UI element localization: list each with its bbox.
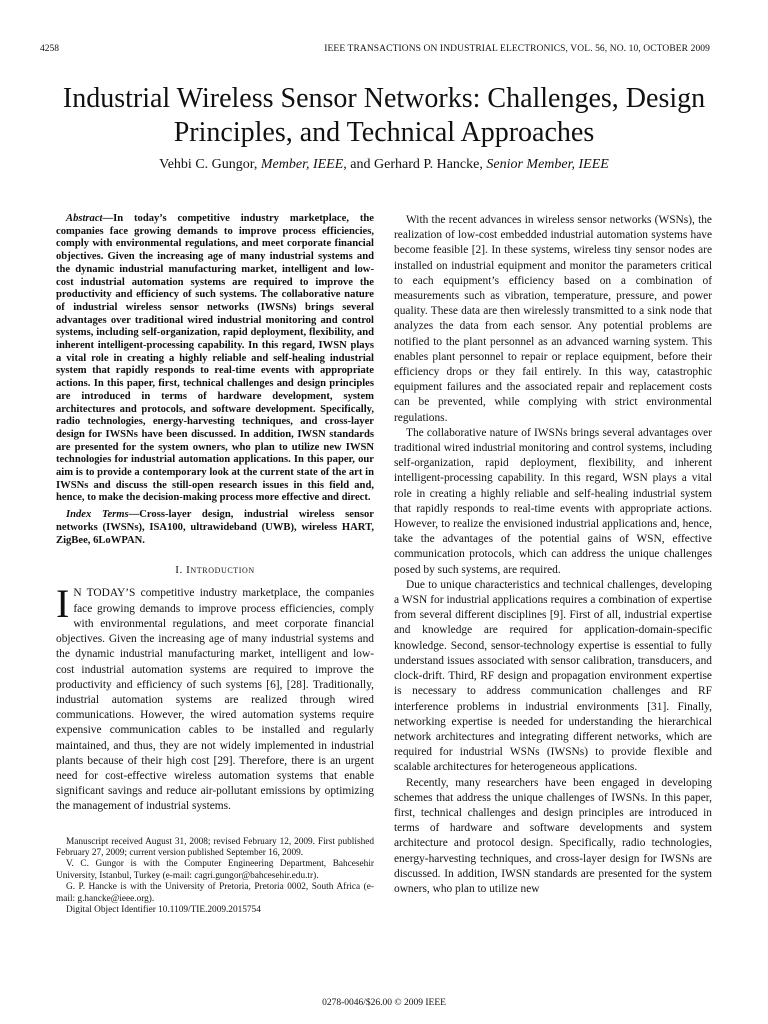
- index-terms: [56, 509, 374, 547]
- intro-paragraph: [56, 581, 374, 814]
- author-line: [40, 157, 728, 173]
- author-1-role: Member, IEEE: [260, 157, 344, 172]
- author-joiner: , and Gerhard P. Hancke,: [343, 157, 487, 172]
- index-terms-text: —Cross-layer design, industrial wireless sensor networks (IWSNs), ISA100, ultrawideband (UWB), wireless HART, ZigBee, 6LoWPAN.: [56, 509, 374, 546]
- paper-title: Industrial Wireless Sensor Networks: Challenges, Design Principles, and Technical Approaches: [62, 83, 706, 148]
- footnote-author-2: G. P. Hancke is with the University of Pretoria, Pretoria 0002, South Africa (e-mail: g.hancke@ieee.org).: [56, 882, 374, 904]
- abstract-text: —In today’s competitive industry marketplace, the companies face growing demands to improve process efficiencies, comply with environmental regulations, and meet corporate financial objectives. Given the increasing age of many industrial systems and the dynamic industrial manufacturing market, intelligent and low-cost industrial automation systems are required to improve the productivity and efficiency of such systems. The collaborative nature of industrial wireless sensor networks (IWSNs) brings several advantages over traditional wired industrial monitoring and control systems, including self-organization, rapid deployment, flexibility, and inherent intelligent-processing capability. In this regard, IWSN plays a vital role in creating a highly reliable and self-healing industrial system that rapidly responds to real-time events with appropriate actions. In this paper, first, technical challenges and design principles are introduced in terms of hardware development, system architectures and protocols, and software development. Specifically, radio technologies, energy-harvesting techniques, and cross-layer design for IWSNs have been discussed. In addition, IWSN standards are presented for the system owners, who plan to utilize new IWSN technologies for industrial automation applications. In this paper, our aim is to provide a contemporary look at the current state of the art in IWSNs and discuss the still-open research issues in this field and, hence, to make the decision-making process more effective and direct.: [56, 213, 374, 504]
- body-paragraph: Recently, many researchers have been engaged in developing schemes that address the unique challenges of IWSNs. In this paper, first, technical challenges and design principles are introduced in terms of hardware and software developments and system architecture and protocol design. Specifically, radio technologies, energy-harvesting techniques, and cross-layer design for IWSNs are discussed. In addition, IWSN standards are presented for the system owners, who plan to utilize new: [394, 776, 712, 895]
- author-1: Vehbi C. Gungor,: [159, 157, 261, 172]
- footnote-manuscript: Manuscript received August 31, 2008; revised February 12, 2009. First published February 27, 2009; current version published September 16, 2009.: [56, 836, 374, 858]
- section-heading-introduction: I. Introduction: [175, 564, 255, 577]
- footnote-author-1: V. C. Gungor is with the Computer Engineering Department, Bahcesehir University, Istanbul, Turkey (e-mail: cagri.gungor@bahcesehir.edu.tr).: [56, 859, 374, 881]
- body-paragraph: The collaborative nature of IWSNs brings several advantages over traditional wired industrial monitoring and control systems, including self-organization, rapid deployment, flexibility, and inherent intelligent-processing capability. In this regard, WSN plays a vital role in creating a highly reliable and self-healing industrial system that rapidly responds to real-time events with appropriate actions. However, to realize the envisioned industrial applications and, hence, take the advantages of the potential gains of WSN, effective communication protocols, which can address the unique challenges posed by such systems, are required.: [394, 426, 712, 576]
- intro-text: N TODAY’S competitive industry marketplace, the companies face growing demands to improve process efficiencies, comply with environmental regulations, and meet corporate financial objectives. Given the increasing age of many industrial systems and the dynamic industrial manufacturing market, intelligent and low-cost industrial automation systems are required to improve the productivity and efficiency of such systems [6], [28]. Traditionally, industrial automation systems are realized through wired communications. However, the wired automation systems require expensive communication cables to be installed and regularly maintained, and thus, they are not widely implemented in industrial plants because of their high cost [29]. Therefore, there is an urgent need for cost-effective wireless automation systems that enable significant savings and reduce air-pollutant emissions by optimizing the management of industrial systems.: [56, 587, 374, 813]
- abstract-label: Abstract: [66, 213, 103, 224]
- left-column: [56, 213, 374, 916]
- right-column: [394, 213, 712, 897]
- running-header: IEEE TRANSACTIONS ON INDUSTRIAL ELECTRONICS, VOL. 56, NO. 10, OCTOBER 2009: [324, 44, 710, 54]
- body-paragraph: Due to unique characteristics and technical challenges, developing a WSN for industrial applications requires a combination of expertise from several different disciplines [9]. First of all, industrial expertise and knowledge are required for application-domain-specific knowledge. Second, sensor-technology expertise is essential to fully understand issues associated with sensor calibration, transducers, and clock-drift. Third, RF design and propagation environment expertise is necessary to address communication challenges and RF interference problems in industrial environments [31]. Finally, networking expertise is needed for understanding the hierarchical network architectures and integrating different networks, which are required for industrial WSNs (IWSNs) to provide flexible and scalable architectures for heterogeneous applications.: [394, 578, 712, 774]
- footnotes: [56, 837, 374, 917]
- abstract: [56, 213, 374, 505]
- footnote-doi: Digital Object Identifier 10.1109/TIE.2009.2015754: [66, 904, 261, 915]
- author-2-role: Senior Member, IEEE: [486, 157, 609, 172]
- body-paragraph: With the recent advances in wireless sensor networks (WSNs), the realization of low-cost embedded industrial automation systems have become feasible [2]. In these systems, wireless tiny sensor nodes are installed on industrial equipment and monitor the parameters critical to each equipment’s efficiency based on a combination of measurements such as vibration, temperature, pressure, and power quality. These data are then wirelessly transmitted to a sink node that analyzes the data from each sensor. Any potential problems are notified to the plant personnel as an advanced warning system. This enables plant personnel to repair or replace equipment, before their efficiency drops or they fail entirely. In this way, catastrophic equipment failures and the associated repair and replacement costs can be prevented, while complying with strict environmental regulations.: [394, 214, 712, 424]
- copyright-footer: 0278-0046/$26.00 © 2009 IEEE: [322, 998, 446, 1008]
- dropcap: I: [56, 581, 70, 627]
- index-terms-label: Index Terms: [66, 509, 129, 521]
- page-number: 4258: [40, 44, 59, 54]
